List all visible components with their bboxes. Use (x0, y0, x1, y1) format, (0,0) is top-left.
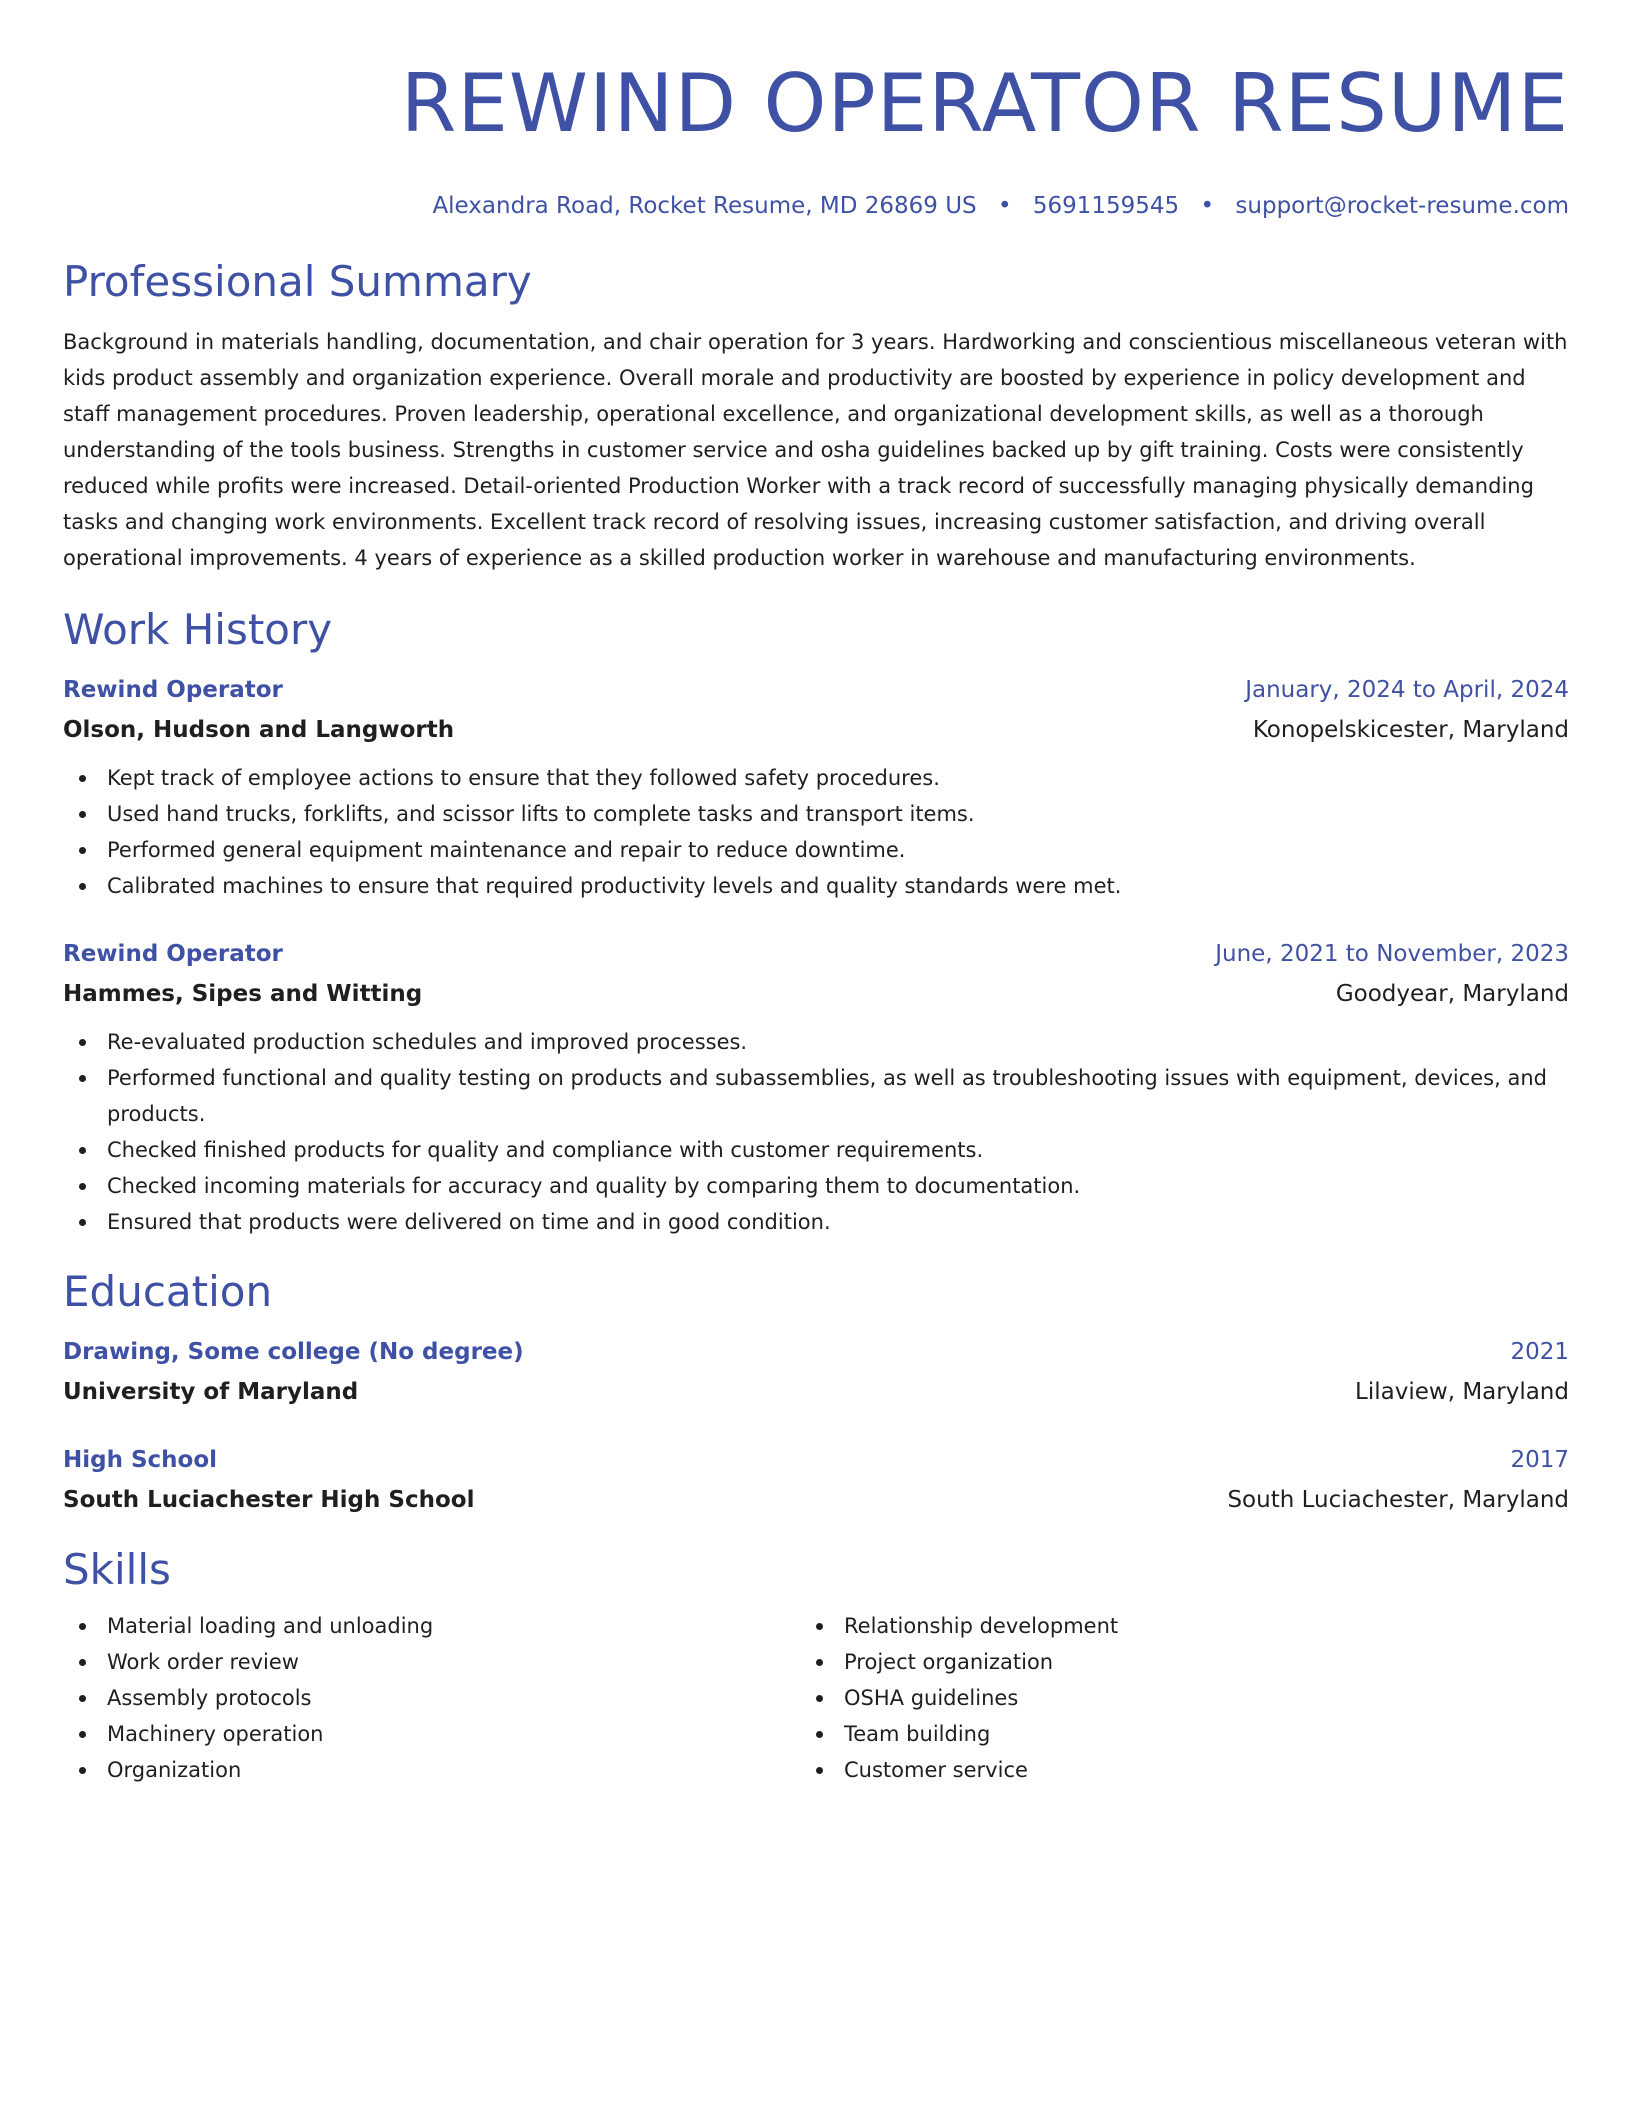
job-company-row (63, 976, 1569, 1012)
skill-item: Organization (63, 1752, 800, 1788)
education-degree: High School (63, 1447, 218, 1473)
education-school-row (63, 1482, 1569, 1518)
job-company: Olson, Hudson and Langworth (63, 717, 455, 743)
work-history-section (63, 604, 1569, 1240)
job-bullets (63, 760, 1569, 904)
job-bullet: Performed functional and quality testing on products and subassemblies, as well as troubleshooting issues with equipment, devices, and products. (63, 1060, 1569, 1132)
skill-item: Project organization (800, 1644, 1537, 1680)
education-location: South Luciachester, Maryland (1227, 1487, 1569, 1513)
job-location: Goodyear, Maryland (1335, 981, 1569, 1007)
education-entry (63, 1442, 1569, 1518)
contact-line (63, 190, 1569, 222)
education-year: 2017 (1510, 1447, 1569, 1473)
section-heading-education: Education (63, 1267, 273, 1316)
job-bullet: Used hand trucks, forklifts, and scissor lifts to complete tasks and transport items. (63, 796, 1569, 832)
job-entry (63, 672, 1569, 904)
skill-item: Relationship development (800, 1608, 1537, 1644)
resume-title: REWIND OPERATOR RESUME (400, 57, 1569, 150)
education-degree-row (63, 1442, 1569, 1478)
job-bullet: Checked incoming materials for accuracy and quality by comparing them to documentation. (63, 1168, 1569, 1204)
skill-item: Customer service (800, 1752, 1537, 1788)
section-heading-skills: Skills (63, 1545, 171, 1594)
education-entry (63, 1334, 1569, 1410)
education-year: 2021 (1510, 1339, 1569, 1365)
education-school-row (63, 1374, 1569, 1410)
job-title: Rewind Operator (63, 677, 283, 703)
job-bullet: Calibrated machines to ensure that required productivity levels and quality standards were met. (63, 868, 1569, 904)
job-bullet: Kept track of employee actions to ensure that they followed safety procedures. (63, 760, 1569, 796)
skills-grid (63, 1608, 1569, 1788)
summary-text: Background in materials handling, documentation, and chair operation for 3 years. Hardworking and conscientious miscellaneous veteran with kids product assembly and organization experience. Overall morale and productivity are boosted by experience in policy development and staff management procedures. Proven leadership, operational excellence, and organizational development skills, as well as a thorough understanding of the tools business. Strengths in customer service and osha guidelines backed up by gift training. Costs were consistently reduced while profits were increased. Detail-oriented Production Worker with a track record of successfully managing physically demanding tasks and changing work environments. Excellent track record of resolving issues, increasing customer satisfaction, and driving overall operational improvements. 4 years of experience as a skilled production worker in warehouse and manufacturing environments. (63, 330, 1568, 570)
job-bullet: Checked finished products for quality and compliance with customer requirements. (63, 1132, 1569, 1168)
contact-phone: 5691159545 (1032, 193, 1180, 219)
education-degree: Drawing, Some college (No degree) (63, 1339, 524, 1365)
education-school: South Luciachester High School (63, 1487, 475, 1513)
professional-summary-section (63, 256, 1569, 576)
job-title-row (63, 936, 1569, 972)
job-title: Rewind Operator (63, 941, 283, 967)
section-heading-work: Work History (63, 605, 333, 654)
skill-item: OSHA guidelines (800, 1680, 1537, 1716)
skill-item: Team building (800, 1716, 1537, 1752)
job-entry (63, 936, 1569, 1240)
skill-item: Machinery operation (63, 1716, 800, 1752)
contact-email: support@rocket-resume.com (1235, 193, 1569, 219)
skill-item: Material loading and unloading (63, 1608, 800, 1644)
job-company: Hammes, Sipes and Witting (63, 981, 423, 1007)
resume-header (63, 50, 1569, 222)
education-school: University of Maryland (63, 1379, 359, 1405)
skill-item: Assembly protocols (63, 1680, 800, 1716)
education-degree-row (63, 1334, 1569, 1370)
contact-separator: • (1200, 193, 1215, 219)
education-section (63, 1266, 1569, 1518)
job-dates: January, 2024 to April, 2024 (1245, 677, 1569, 703)
job-bullet: Performed general equipment maintenance and repair to reduce downtime. (63, 832, 1569, 868)
job-bullet: Re-evaluated production schedules and improved processes. (63, 1024, 1569, 1060)
job-location: Konopelskicester, Maryland (1252, 717, 1569, 743)
job-bullets (63, 1024, 1569, 1240)
job-title-row (63, 672, 1569, 708)
skills-column-right (800, 1608, 1537, 1788)
job-dates: June, 2021 to November, 2023 (1215, 941, 1569, 967)
section-heading-summary: Professional Summary (63, 257, 532, 306)
contact-address: Alexandra Road, Rocket Resume, MD 26869 US (432, 193, 977, 219)
education-location: Lilaview, Maryland (1355, 1379, 1569, 1405)
contact-separator: • (997, 193, 1012, 219)
skills-column-left (63, 1608, 800, 1788)
skill-item: Work order review (63, 1644, 800, 1680)
job-bullet: Ensured that products were delivered on time and in good condition. (63, 1204, 1569, 1240)
job-company-row (63, 712, 1569, 748)
skills-section (63, 1544, 1569, 1788)
